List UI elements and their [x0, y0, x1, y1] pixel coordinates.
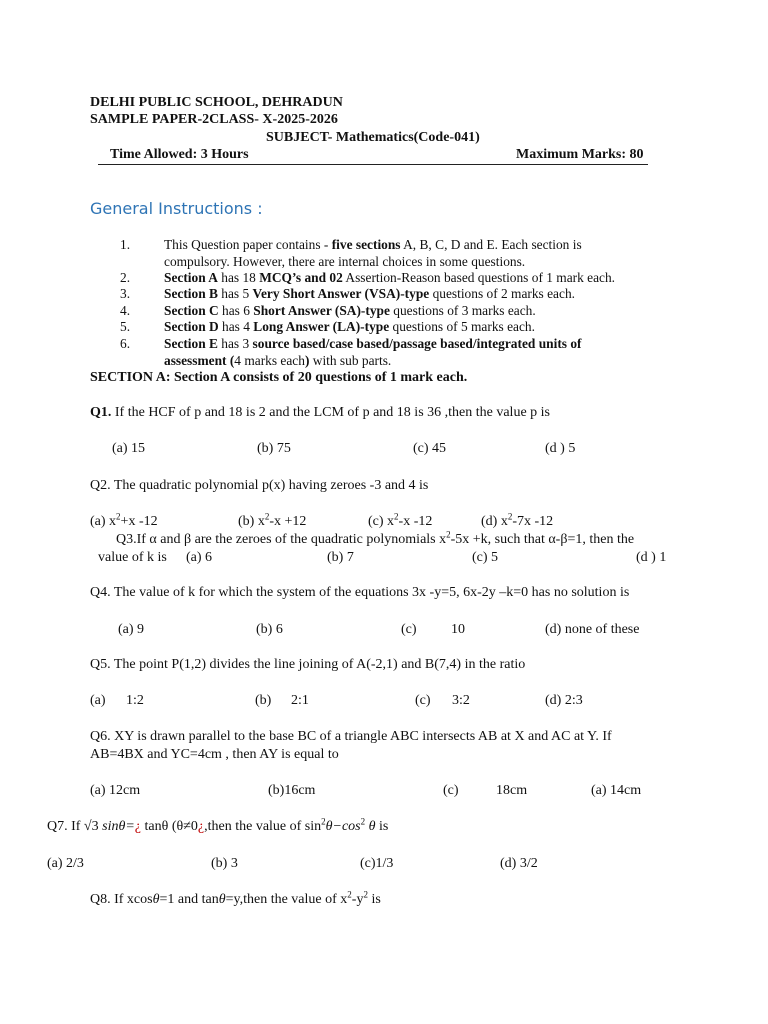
subject-line: SUBJECT- Mathematics(Code-041)	[266, 130, 480, 145]
instruction-text: Section A has 18 MCQ’s and 02 Assertion-Reason based questions of 1 mark each.	[164, 270, 616, 285]
q5-option-b: (b)	[255, 693, 272, 708]
instruction-number: 5.	[120, 319, 131, 334]
q3-option-a: (a) 6	[186, 550, 213, 565]
q6-option-c: (c)	[443, 783, 459, 798]
header-rule	[98, 164, 648, 165]
q7-option-c: (c)1/3	[360, 856, 394, 871]
q4-option-b: (b) 6	[256, 622, 283, 637]
instruction-text: Section C has 6 Short Answer (SA)-type questions of 3 marks each.	[164, 303, 536, 318]
q1-option-b: (b) 75	[257, 441, 291, 456]
question-1: Q1. If the HCF of p and 18 is 2 and the LCM of p and 18 is 36 ,then the value p is	[90, 405, 550, 420]
q7-option-b: (b) 3	[211, 856, 238, 871]
instruction-text: Section E has 3 source based/case based/passage based/integrated units of assessment (4 marks each) with sub parts.	[164, 336, 582, 368]
q2-option-a: (a) $x^2+x$ -12	[90, 511, 158, 529]
q5-option-c: (c)	[415, 693, 431, 708]
instruction-text: This Question paper contains - five sections A, B, C, D and E. Each section is compulsory. However, there are internal choices in some questions.	[164, 237, 582, 269]
q7-option-d: (d) 3/2	[500, 856, 538, 871]
question-7: Q7. If √3 sinθ=¿ tanθ (θ≠0¿,then the value of $\sin^2\theta-\cos^2$ θ is	[47, 816, 389, 834]
question-5: Q5. The point P(1,2) divides the line joining of A(-2,1) and B(7,4) in the ratio	[90, 657, 526, 672]
q3-option-b: (b) 7	[327, 550, 354, 565]
instruction-text: Section B has 5 Very Short Answer (VSA)-type questions of 2 marks each.	[164, 286, 575, 301]
q3-option-c: (c) 5	[472, 550, 499, 565]
q4-option-d: (d) none of these	[545, 622, 640, 637]
instruction-text: Section D has 4 Long Answer (LA)-type questions of 5 marks each.	[164, 319, 535, 334]
q5-option-c-value: 3:2	[452, 693, 470, 708]
q2-option-d: (d) $x^2-7x$ -12	[481, 511, 554, 529]
q6-option-d: (a) 14cm	[591, 783, 642, 798]
question-3-line-2: value of k is	[98, 550, 167, 565]
q5-option-a: (a)	[90, 693, 106, 708]
maximum-marks: Maximum Marks: 80	[516, 147, 644, 162]
instructions-heading: General Instructions :	[90, 199, 263, 218]
q2-option-c: (c) $x^2-x$ -12	[368, 511, 433, 529]
q7-option-a: (a) 2/3	[47, 856, 84, 871]
q4-option-c: (c)	[401, 622, 417, 637]
question-6: Q6. XY is drawn parallel to the base BC of a triangle ABC intersects AB at X and AC at Y. If	[90, 729, 612, 744]
q4-option-a: (a) 9	[118, 622, 145, 637]
q1-option-a: (a) 15	[112, 441, 146, 456]
q5-option-b-value: 2:1	[291, 693, 309, 708]
paper-title: SAMPLE PAPER-2CLASS- X-2025-2026	[90, 112, 338, 127]
q6-option-c-value: 18cm	[496, 783, 528, 798]
q4-option-c-value: 10	[451, 622, 465, 637]
question-4: Q4. The value of k for which the system of the equations 3x -y=5, 6x-2y –k=0 has no solution is	[90, 585, 630, 600]
instruction-number: 6.	[120, 336, 131, 351]
question-6-line-2: AB=4BX and YC=4cm , then AY is equal to	[90, 747, 339, 762]
q6-option-b: (b)16cm	[268, 783, 316, 798]
q6-option-a: (a) 12cm	[90, 783, 141, 798]
instruction-number: 3.	[120, 286, 131, 301]
question-8: Q8. If xcosθ=1 and tanθ=y,then the value of $x^2-y^2$ is	[90, 889, 381, 907]
question-3: Q3.If α and β are the zeroes of the quadratic polynomials $x^2-5x +k$, such that α-β=1, then the	[116, 529, 635, 547]
question-2: Q2. The quadratic polynomial p(x) having zeroes -3 and 4 is	[90, 478, 429, 493]
q5-option-d: (d) 2:3	[545, 693, 583, 708]
instruction-number: 1.	[120, 237, 131, 252]
q2-option-b: (b) $x^2-x +12$	[238, 511, 307, 529]
section-a-heading: SECTION A: Section A consists of 20 questions of 1 mark each.	[90, 370, 468, 385]
instruction-number: 4.	[120, 303, 131, 318]
school-name: DELHI PUBLIC SCHOOL, DEHRADUN	[90, 95, 343, 110]
instruction-number: 2.	[120, 270, 131, 285]
q1-option-c: (c) 45	[413, 441, 447, 456]
time-allowed: Time Allowed: 3 Hours	[110, 147, 249, 162]
q5-option-a-value: 1:2	[126, 693, 144, 708]
q3-option-d: (d ) 1	[636, 550, 667, 565]
q1-option-d: (d ) 5	[545, 441, 576, 456]
